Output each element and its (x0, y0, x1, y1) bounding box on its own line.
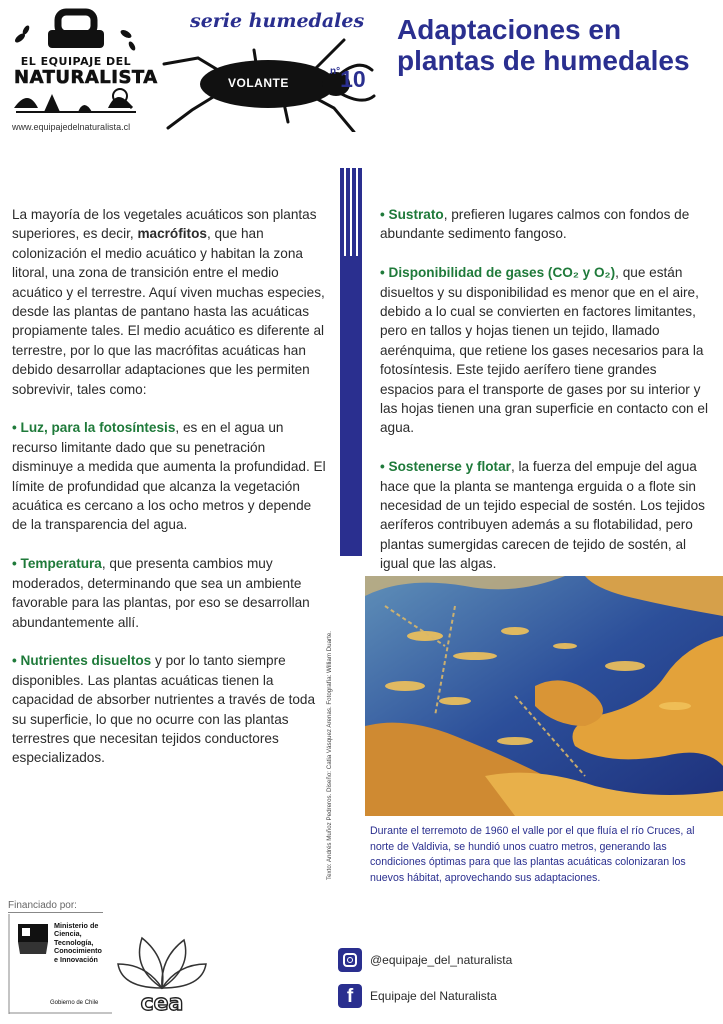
nutrientes-paragraph (12, 651, 330, 767)
luz-text: , es en el agua un recurso limitante dado que su penetración disminuye a medida que aumenta la profundidad. El límite de profundidad que alcanza la vegetación acuática es cercano a los ocho metros y depende de la transparencia del agua. (12, 420, 326, 533)
wetland-photo (365, 576, 723, 816)
photo-caption: Durante el terremoto de 1960 el valle por el que fluía el río Cruces, al norte de Valdivia, se hundió unos cuatro metros, generando las condiciones óptimas para que las plantas acuáticas colonizaran los nuevos hábitat, aprovechando sus adaptaciones. (370, 825, 695, 884)
ministerio-line: Ciencia, (54, 929, 82, 939)
issue-number-prefix: n° (330, 66, 341, 77)
intro-text: La mayoría de los vegetales acuáticos son plantas superiores, es decir, (12, 207, 317, 242)
website-url[interactable]: www.equipajedelnaturalista.cl (12, 122, 131, 132)
ministerio-line: Ministerio de (54, 921, 99, 930)
left-column (12, 205, 330, 787)
divider-bar (340, 256, 362, 556)
serie-label: serie humedales (190, 10, 365, 32)
sostenerse-text: , la fuerza del empuje del agua hace que la planta se mantenga erguida o a flote sin necesidad de un tejido especial de sostén. Los tejidos aeríferos contribuyen además a su flotabilidad, pero plantas sumergidas carecen de tejido de sostén, al igual que las algas. (380, 459, 705, 572)
wetland-photo-illustration (365, 576, 723, 816)
instagram-link[interactable] (338, 948, 512, 972)
logo-line-1: EL EQUIPAJE DEL (20, 55, 132, 68)
temperatura-text: , que presenta cambios muy moderados, determinando que sea un ambiente favorable para las plantas, por eso se desarrollan abundantemente allí. (12, 556, 310, 630)
volante-label: VOLANTE (228, 76, 289, 90)
logo-line-2: NATURALISTA (14, 67, 158, 88)
sostenerse-paragraph (380, 457, 710, 573)
divider-stripes (340, 168, 362, 256)
ministerio-line: Tecnología, (54, 937, 94, 947)
sustrato-text: , prefieren lugares calmos con fondos de abundante sedimento fangoso. (380, 207, 690, 242)
intro-paragraph (12, 205, 330, 399)
instagram-handle: @equipaje_del_naturalista (370, 953, 513, 967)
nutrientes-text: y por lo tanto siempre disponibles. Las plantas acuáticas tienen la capacidad de absorber nutrientes a través de toda su superficie, lo que no ocurre con las plantas terrestres que necesitan tejidos conductores especializados. (12, 653, 316, 766)
naturalista-logo (8, 8, 158, 120)
gases-paragraph (380, 263, 710, 438)
page-title: Adaptaciones en plantas de humedales (397, 14, 690, 77)
temperatura-paragraph (12, 554, 330, 632)
financiado-divider (8, 912, 103, 913)
cea-leaf-icon (112, 928, 212, 1016)
facebook-icon: f (338, 984, 362, 1008)
sustrato-paragraph (380, 205, 710, 244)
sostenerse-heading: • Sostenerse y flotar (380, 459, 511, 475)
logo-title (14, 55, 158, 88)
macrofitos-term: macrófitos (137, 226, 207, 242)
ministerio-line: e Innovación (54, 954, 98, 964)
luz-heading: • Luz, para la fotosíntesis (12, 420, 176, 436)
cea-wordmark: cea (140, 991, 184, 1016)
issue-number-value: 10 (340, 66, 366, 92)
temperatura-heading: • Temperatura (12, 556, 102, 572)
facebook-name: Equipaje del Naturalista (370, 989, 497, 1003)
ministerio-line: Conocimiento (54, 946, 102, 956)
gases-heading: • Disponibilidad de gases (CO₂ y O₂) (380, 265, 616, 281)
facebook-link[interactable] (338, 984, 497, 1008)
right-column (380, 205, 710, 593)
intro-text-cont: , que han colonización el medio acuático y habitan la zona litoral, una zona de transición entre el medio acuático y el terrestre. Aquí viven muchas especies, desde las plantas de pantano hasta las acuáticas propiamente tales. El medio acuático es diferente al terrestre, por lo que las macrófitas acuáticas han debido desarrollar adaptaciones que les permiten sobrevivir, tales como: (12, 226, 325, 397)
ministerio-name (54, 922, 102, 964)
nutrientes-heading: • Nutrientes disueltos (12, 653, 152, 669)
photo-credit: Texto: Andrés Muñoz Pedreros. Diseño: Catia Vásquez Arenas. Fotografía: William Duarte. (326, 631, 333, 880)
gobierno-label: Gobierno de Chile (50, 1000, 99, 1006)
financiado-label: Financiado por: (8, 900, 77, 911)
instagram-icon (338, 948, 362, 972)
luz-paragraph (12, 418, 330, 534)
cea-logo (112, 928, 212, 1016)
gases-text: , que están disueltos y su disponibilidad es menor que en el aire, debido a lo cual se convierten en factores limitantes, pero en tallos y hojas tienen un tejido, llamado aerénquima, que retiene los gases necesarios para la fotosíntesis. Este tejido aerífero tiene grandes espacios para el transporte de gases por su interior y las hojas tienen una gran superficie en contacto con el agua. (380, 265, 708, 436)
issue-number (330, 66, 366, 93)
sustrato-heading: • Sustrato (380, 207, 444, 222)
